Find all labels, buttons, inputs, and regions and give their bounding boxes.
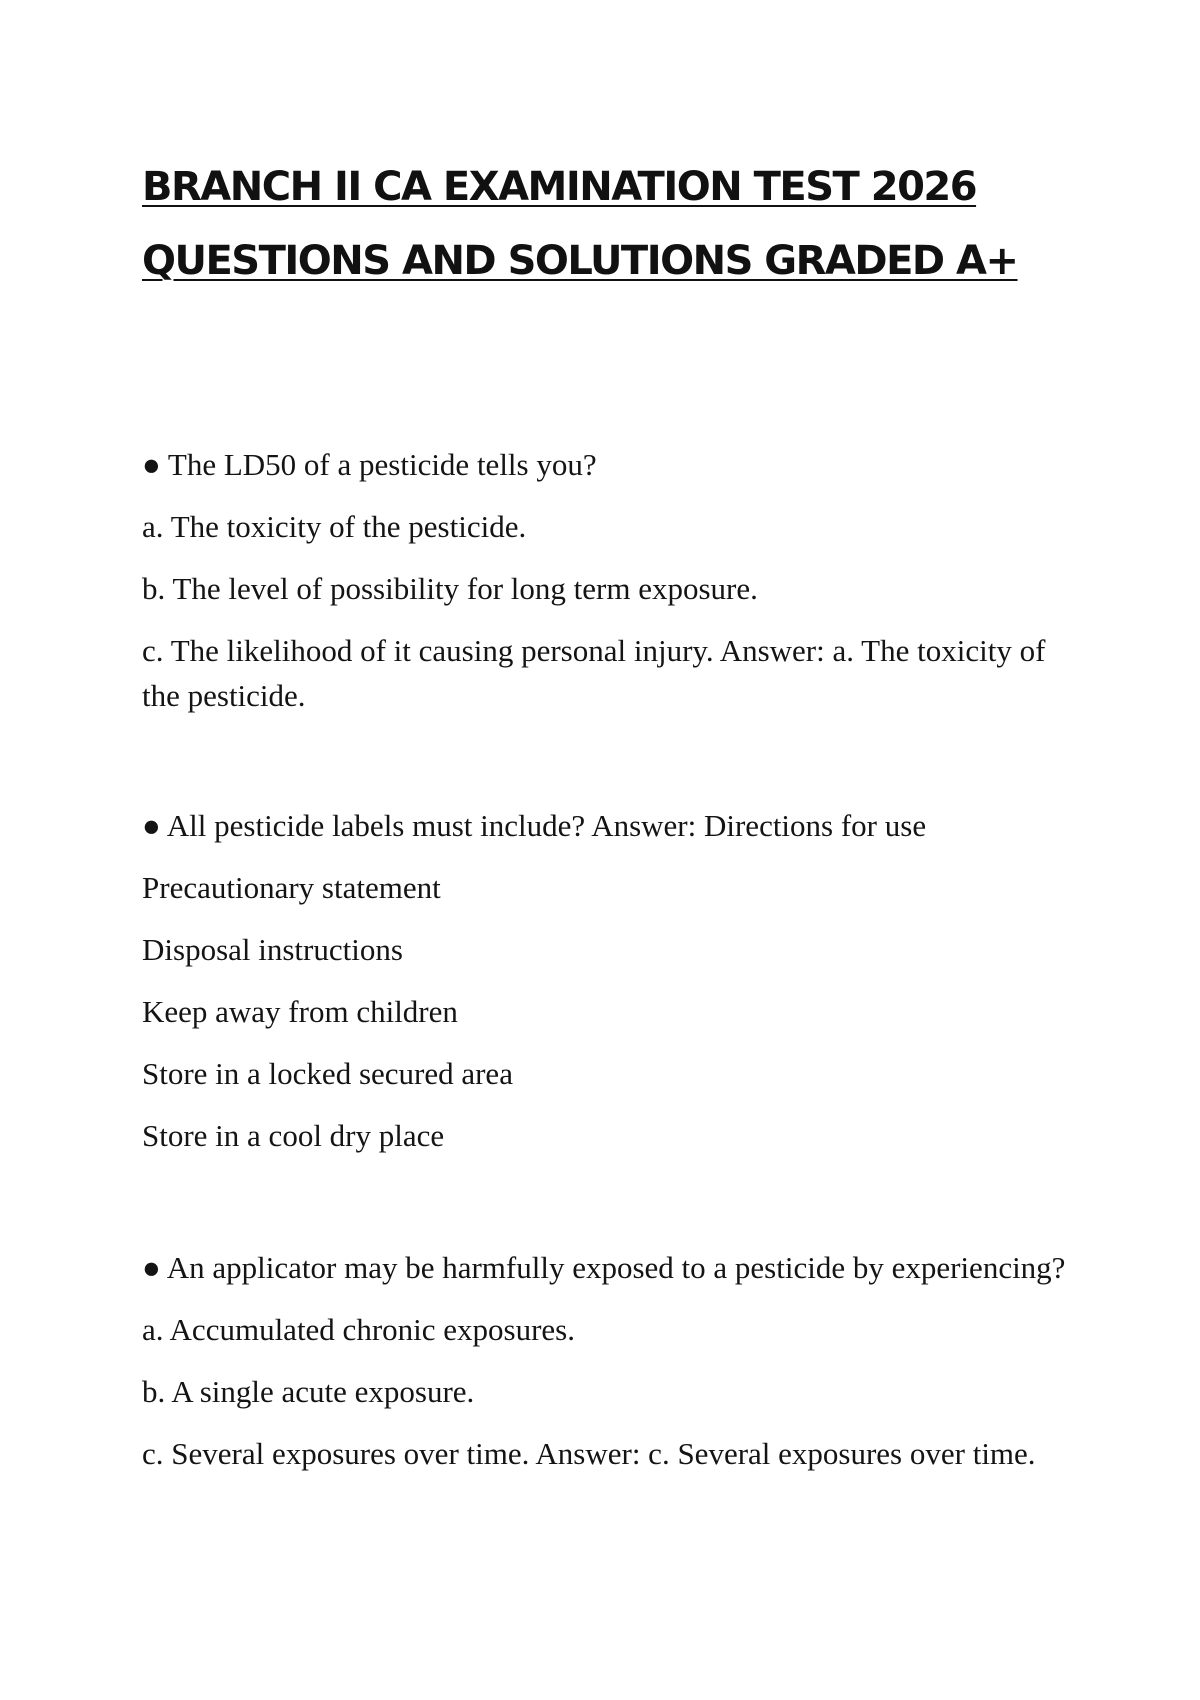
- document-title: [142, 150, 1042, 298]
- answer-line: Keep away from children: [142, 994, 458, 1029]
- option-b: b. The level of possibility for long term exposure.: [142, 571, 758, 606]
- question-block-1: [142, 442, 1082, 718]
- option-a: a. The toxicity of the pesticide.: [142, 509, 527, 544]
- option-a: a. Accumulated chronic exposures.: [142, 1312, 575, 1347]
- question-text: ● The LD50 of a pesticide tells you?: [142, 447, 597, 482]
- option-c-with-answer: c. Several exposures over time. Answer: c. Several exposures over time.: [142, 1436, 1036, 1471]
- question-block-2: [142, 803, 1082, 1175]
- answer-line: Precautionary statement: [142, 870, 441, 905]
- question-text: ● All pesticide labels must include? Answer: Directions for use: [142, 808, 927, 843]
- title-line-2: QUESTIONS AND SOLUTIONS GRADED A+: [142, 238, 1018, 284]
- option-c-with-answer: c. The likelihood of it causing personal injury. Answer: a. The toxicity of the pesticide.: [142, 633, 1046, 713]
- answer-line: Store in a cool dry place: [142, 1118, 445, 1153]
- answer-line: Disposal instructions: [142, 932, 403, 967]
- question-block-3: [142, 1245, 1082, 1493]
- question-text: ● An applicator may be harmfully exposed to a pesticide by experiencing?: [142, 1250, 1066, 1285]
- title-line-1: BRANCH II CA EXAMINATION TEST 2026: [142, 164, 977, 210]
- answer-line: Store in a locked secured area: [142, 1056, 513, 1091]
- option-b: b. A single acute exposure.: [142, 1374, 475, 1409]
